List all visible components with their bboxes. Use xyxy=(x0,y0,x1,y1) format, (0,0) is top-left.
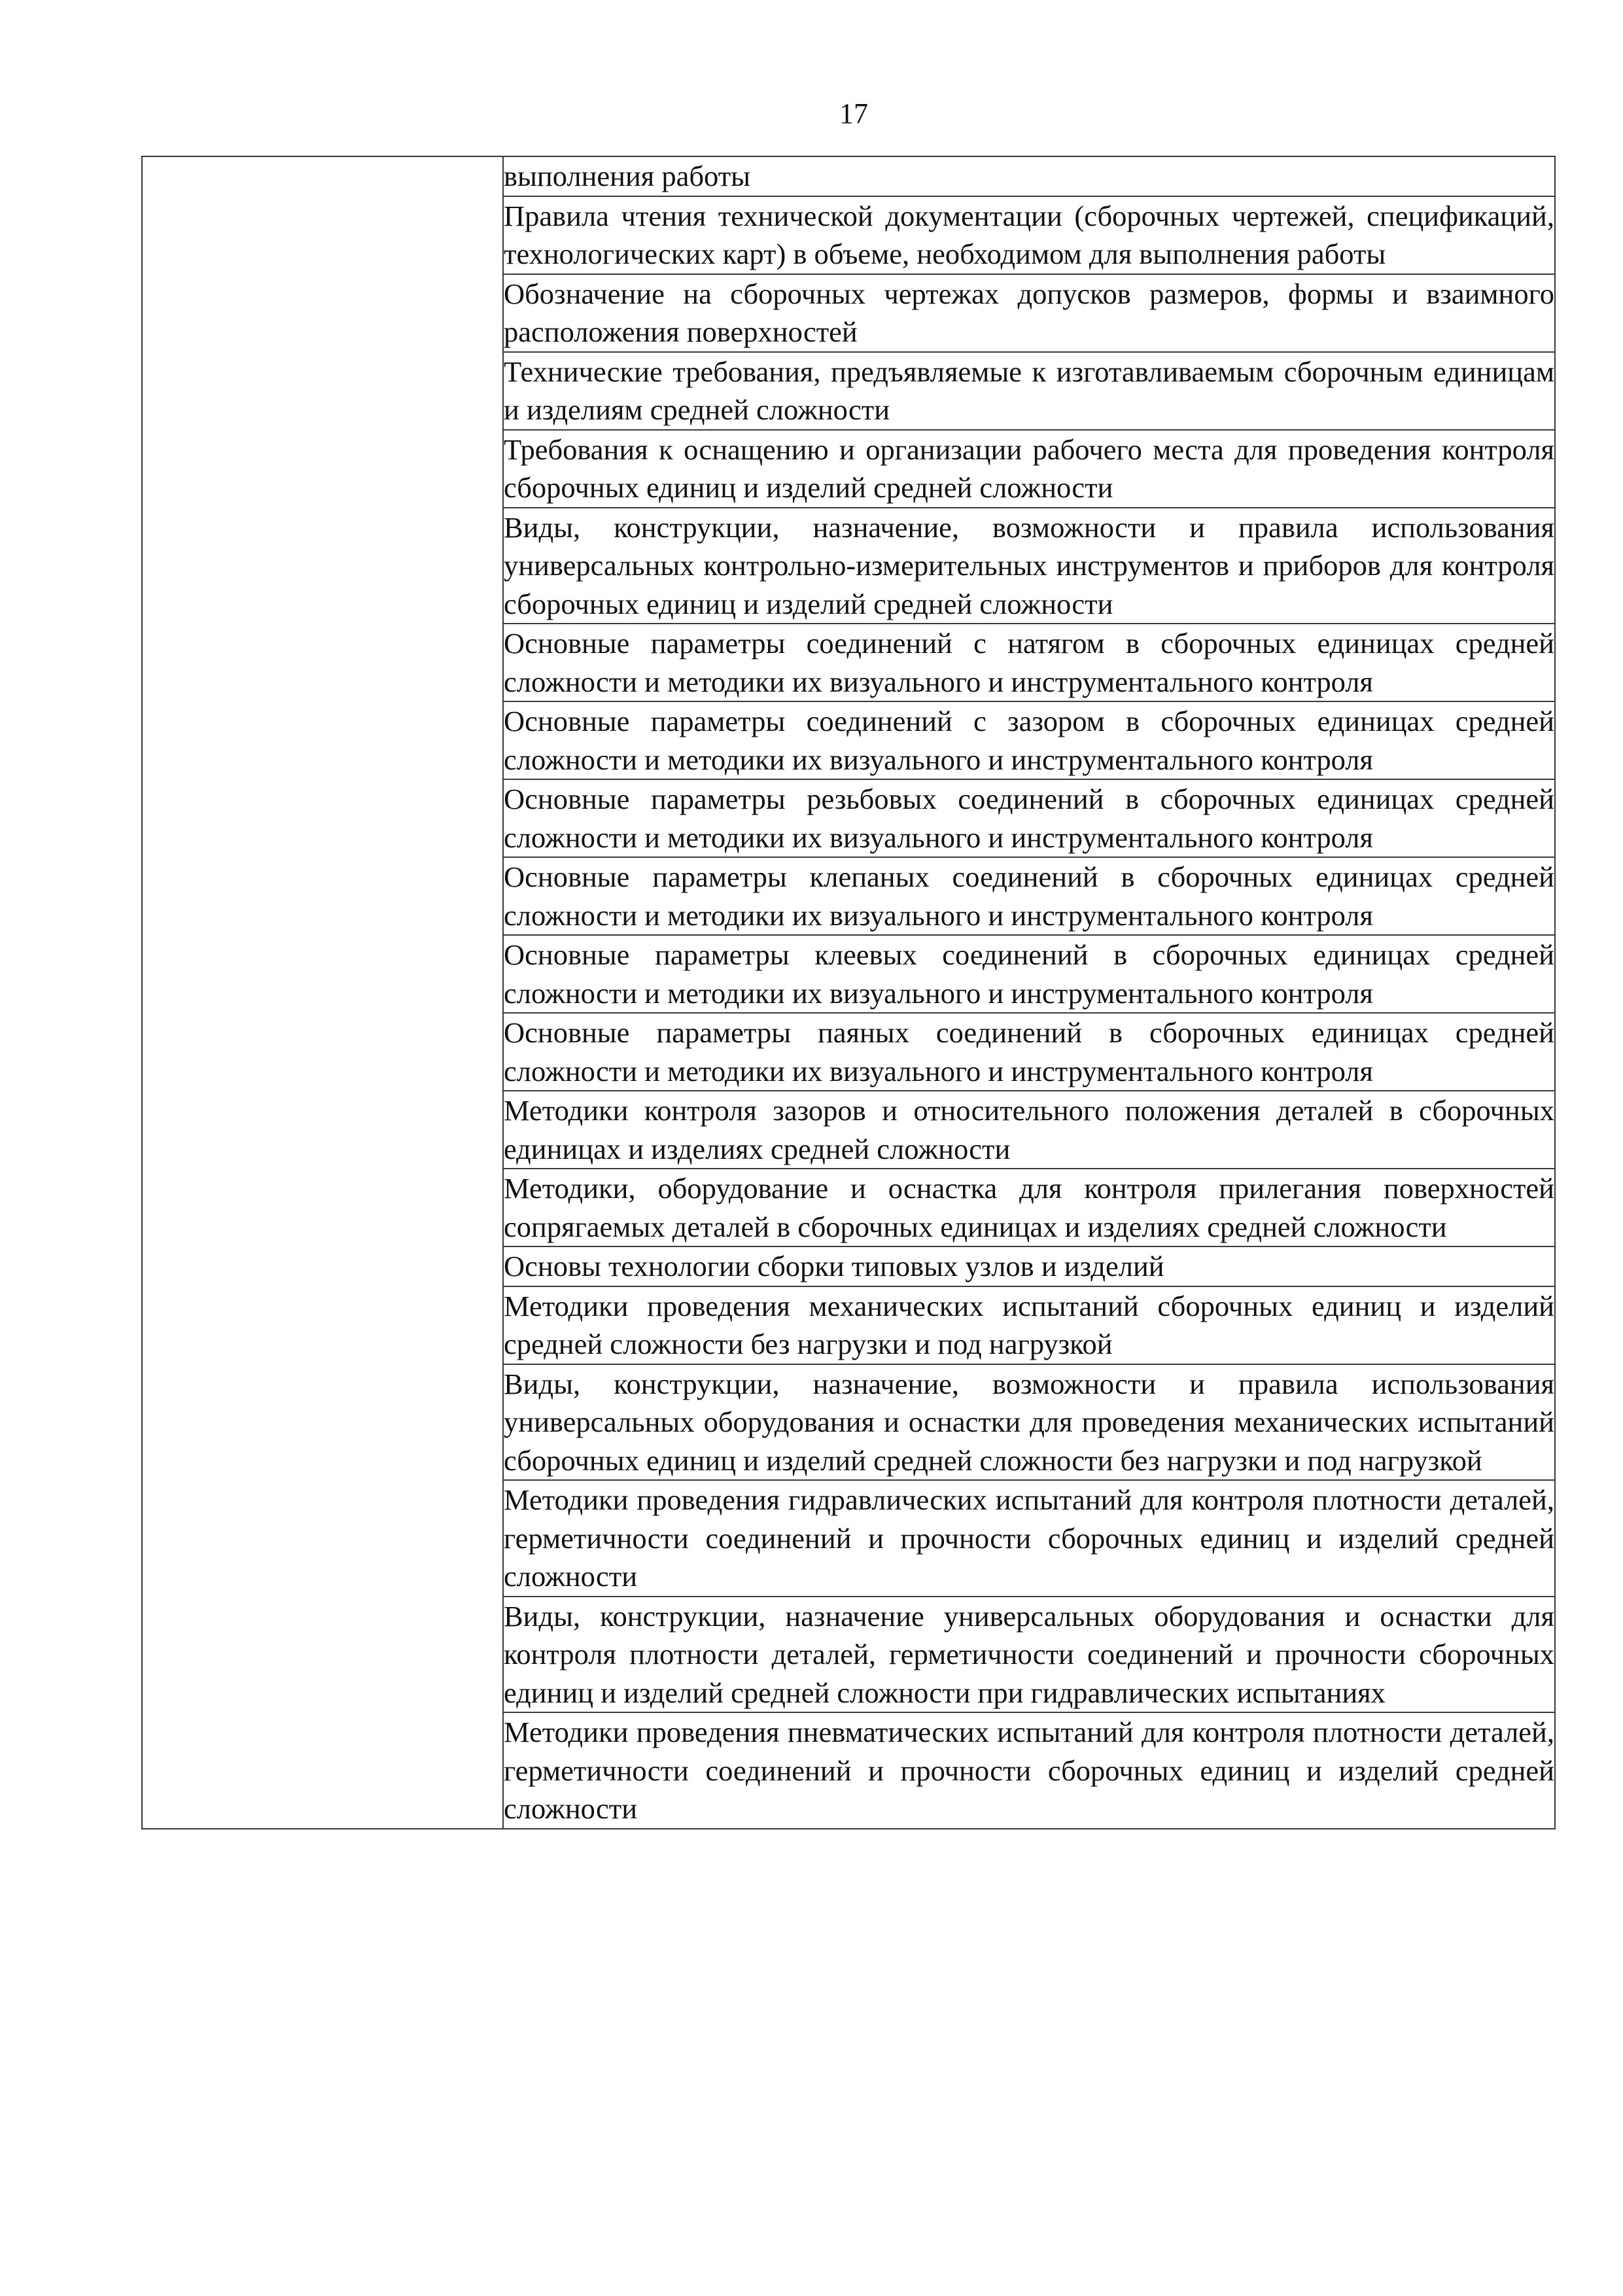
requirement-text: Основные параметры паяных соединений в сборочных единицах средней сложности и методики их визуального и инструментального контроля xyxy=(503,1013,1555,1091)
requirement-text: Основные параметры соединений с зазором в сборочных единицах средней сложности и методики их визуального и инструментального контроля xyxy=(503,701,1555,779)
requirement-text: Методики проведения гидравлических испытаний для контроля плотности деталей, герметичности соединений и прочности сборочных единиц и изделий средней сложности xyxy=(503,1480,1555,1597)
requirement-text: Основы технологии сборки типовых узлов и изделий xyxy=(503,1246,1555,1286)
requirement-text: Виды, конструкции, назначение, возможности и правила использования универсальных контрольно-измерительных инструментов и приборов для контроля сборочных единиц и изделий средней сложности xyxy=(503,508,1555,624)
requirement-text: Технические требования, предъявляемые к изготавливаемым сборочным единицам и изделиям средней сложности xyxy=(503,352,1555,430)
empty-left-cell xyxy=(142,156,503,1829)
requirement-text: Методики проведения механических испытаний сборочных единиц и изделий средней сложности без нагрузки и под нагрузкой xyxy=(503,1286,1555,1364)
knowledge-requirements-table xyxy=(141,156,1556,1829)
requirement-text: Основные параметры соединений с натягом в сборочных единицах средней сложности и методики их визуального и инструментального контроля xyxy=(503,624,1555,701)
requirement-text: выполнения работы xyxy=(503,156,1555,196)
requirement-text: Методики, оборудование и оснастка для контроля прилегания поверхностей сопрягаемых деталей в сборочных единицах и изделиях средней сложности xyxy=(503,1169,1555,1246)
requirement-text: Обозначение на сборочных чертежах допусков размеров, формы и взаимного расположения поверхностей xyxy=(503,274,1555,352)
requirement-text: Требования к оснащению и организации рабочего места для проведения контроля сборочных единиц и изделий средней сложности xyxy=(503,430,1555,508)
requirement-text: Виды, конструкции, назначение, возможности и правила использования универсальных оборудования и оснастки для проведения механических испытаний сборочных единиц и изделий средней сложности без нагрузки и под нагрузкой xyxy=(503,1364,1555,1481)
requirement-text: Виды, конструкции, назначение универсальных оборудования и оснастки для контроля плотности деталей, герметичности соединений и прочности сборочных единиц и изделий средней сложности при гидравлических испытаниях xyxy=(503,1597,1555,1713)
requirement-text: Методики контроля зазоров и относительного положения деталей в сборочных единицах и изделиях средней сложности xyxy=(503,1091,1555,1169)
requirement-text: Основные параметры клепаных соединений в сборочных единицах средней сложности и методики их визуального и инструментального контроля xyxy=(503,857,1555,935)
requirement-text: Основные параметры резьбовых соединений в сборочных единицах средней сложности и методики их визуального и инструментального контроля xyxy=(503,779,1555,857)
requirement-text: Правила чтения технической документации (сборочных чертежей, спецификаций, технологических карт) в объеме, необходимом для выполнения работы xyxy=(503,196,1555,274)
page-number: 17 xyxy=(839,97,868,130)
requirement-text: Основные параметры клеевых соединений в сборочных единицах средней сложности и методики их визуального и инструментального контроля xyxy=(503,935,1555,1013)
requirement-text: Методики проведения пневматических испытаний для контроля плотности деталей, герметичности соединений и прочности сборочных единиц и изделий средней сложности xyxy=(503,1712,1555,1829)
table-row xyxy=(142,156,1555,196)
